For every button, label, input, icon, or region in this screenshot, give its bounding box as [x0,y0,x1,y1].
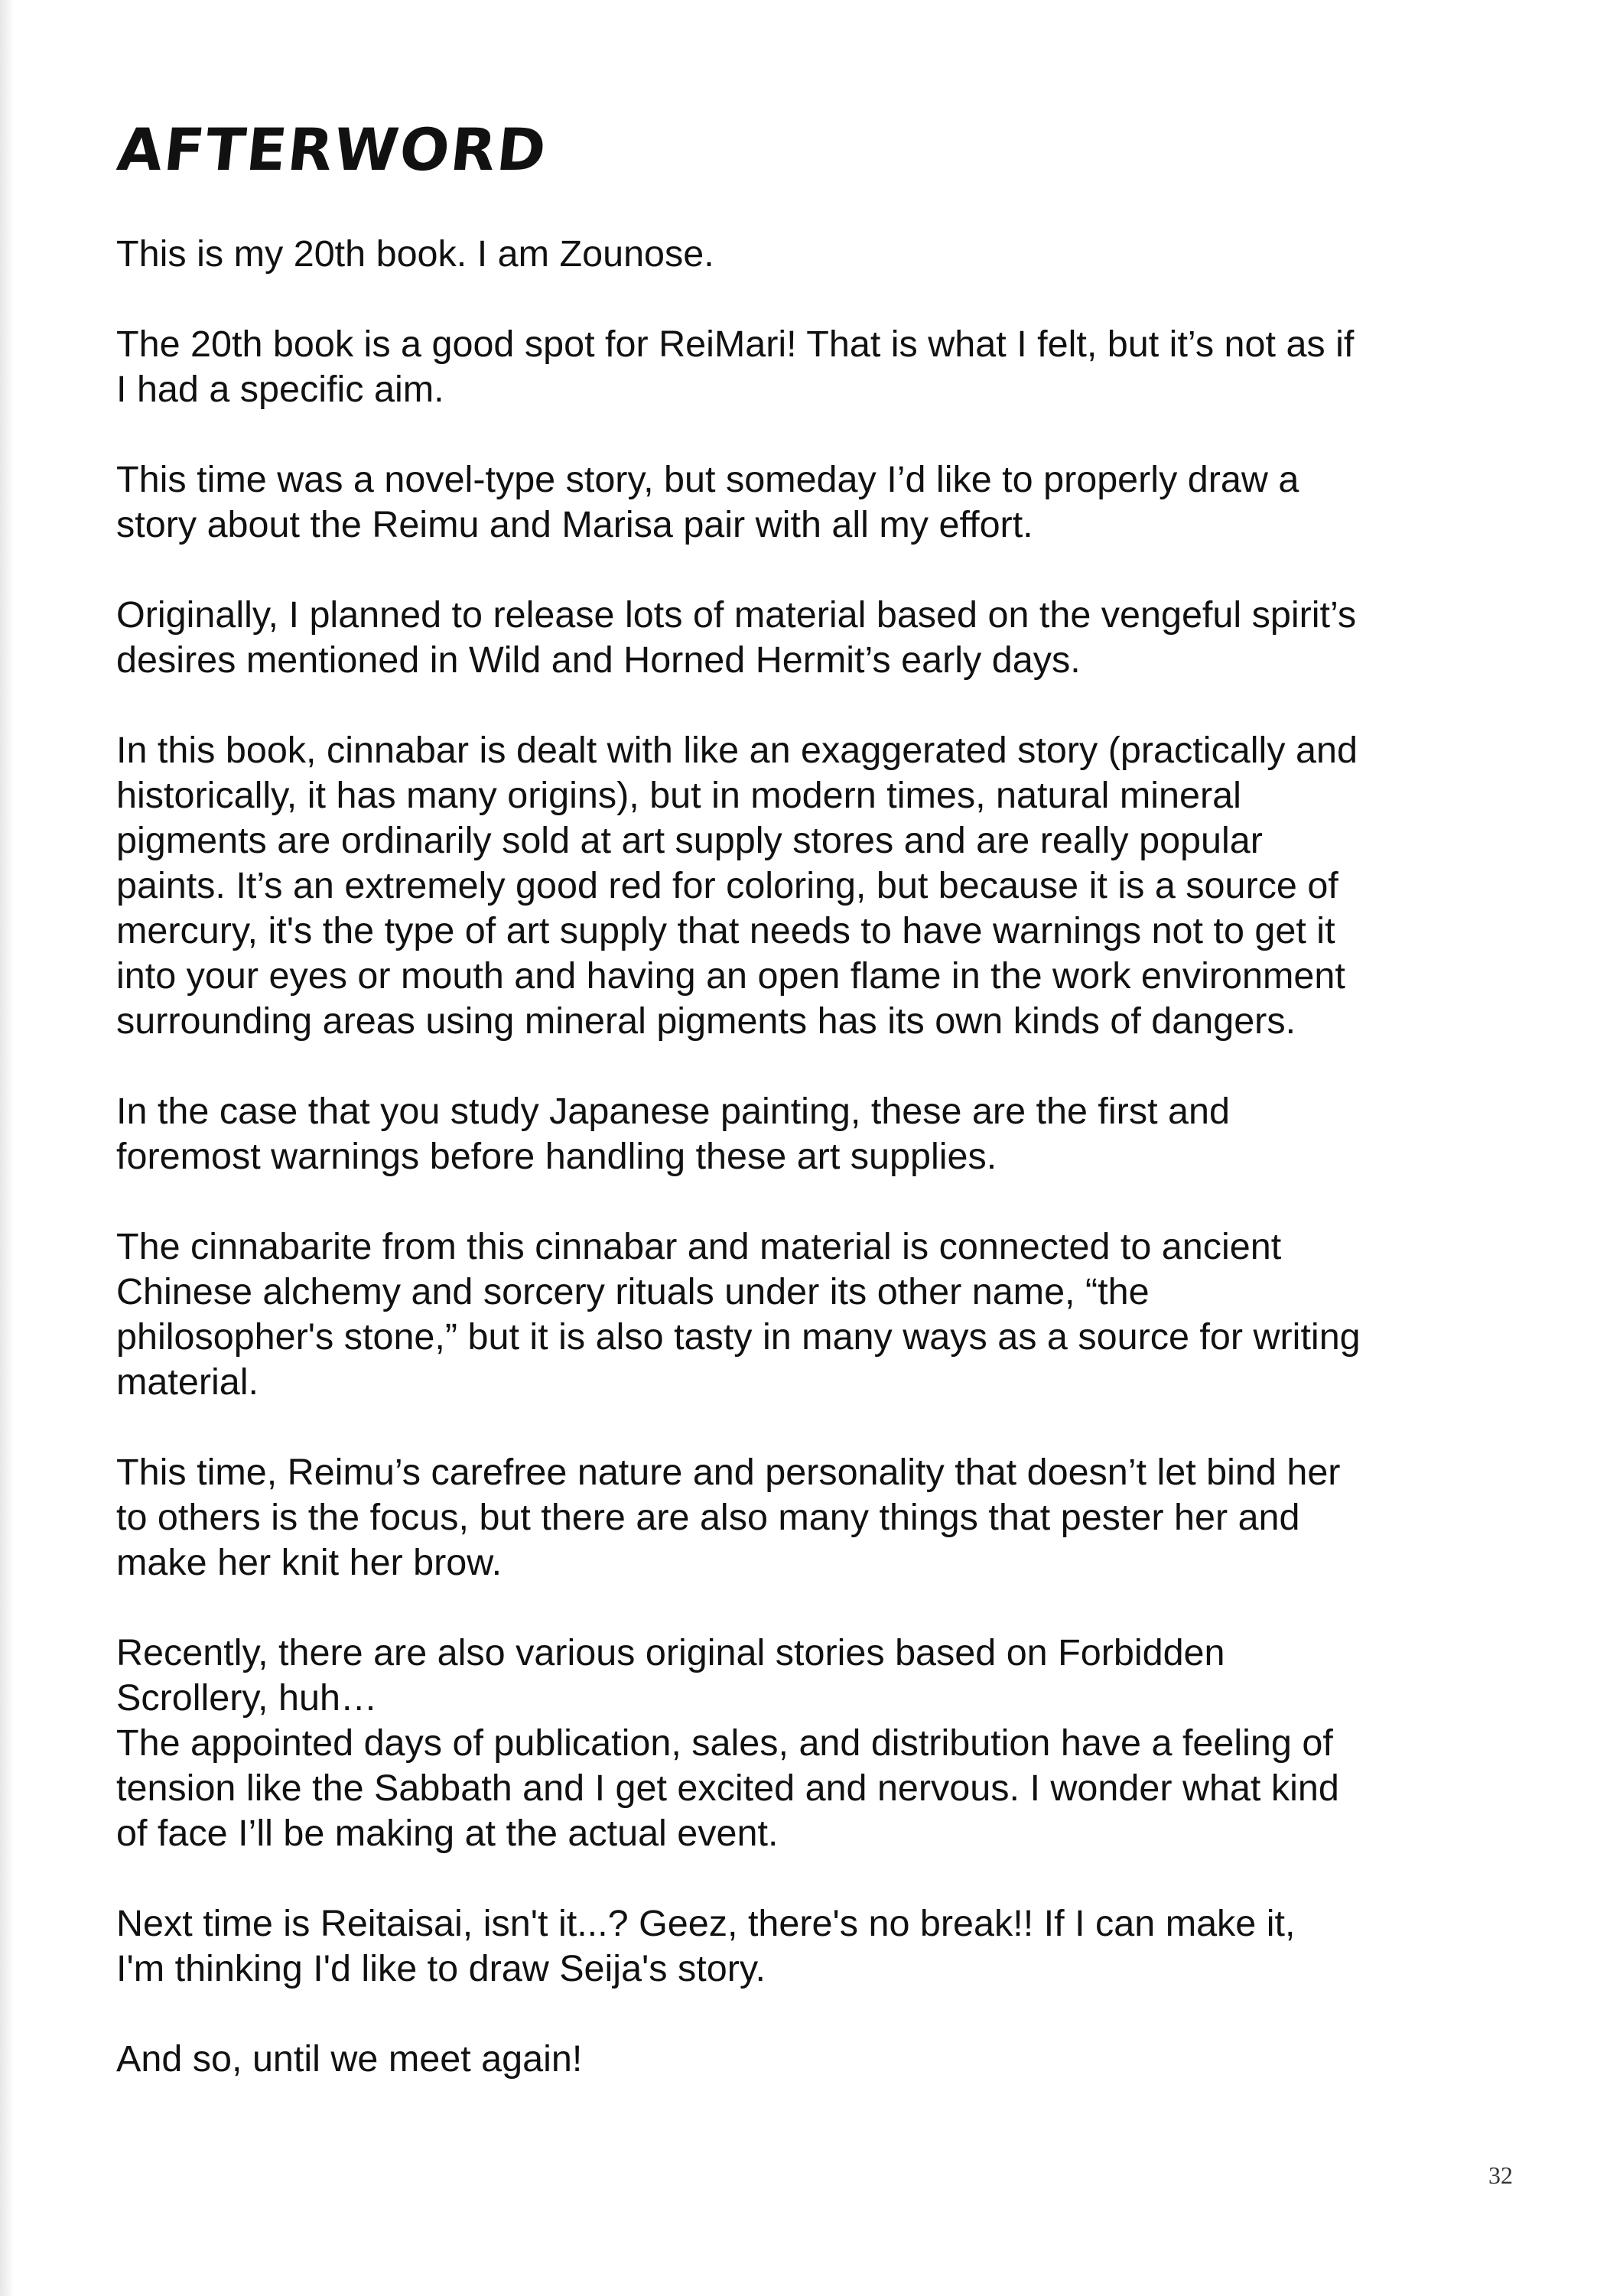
text-line: I'm thinking I'd like to draw Seija's story. [116,1948,766,1989]
text-line: material. [116,1361,259,1403]
paragraph [116,1450,1493,1585]
paragraph [116,1089,1493,1179]
text-line: In this book, cinnabar is dealt with like an exaggerated story (practically and [116,730,1358,771]
text-line: of face I’ll be making at the actual event. [116,1813,779,1854]
text-line: This time was a novel-type story, but someday I’d like to properly draw a [116,459,1299,500]
paragraph [116,322,1493,412]
text-line: This is my 20th book. I am Zounose. [116,233,714,275]
text-line: paints. It’s an extremely good red for coloring, but because it is a source of [116,865,1338,906]
paragraph [116,1224,1493,1405]
paragraph-gap [116,1044,1493,1089]
text-line: tension like the Sabbath and I get excited and nervous. I wonder what kind [116,1768,1339,1809]
paragraph [116,728,1493,1044]
text-line: This time, Reimu’s carefree nature and personality that doesn’t let bind her [116,1452,1341,1493]
text-line: desires mentioned in Wild and Horned Hermit’s early days. [116,639,1081,681]
paragraph [116,1901,1493,1992]
paragraph-gap [116,277,1493,322]
paragraph-gap [116,1179,1493,1224]
paragraph [116,457,1493,548]
text-line: mercury, it's the type of art supply that needs to have warnings not to get it [116,910,1335,951]
text-line: The appointed days of publication, sales, and distribution have a feeling of [116,1722,1333,1764]
text-line: to others is the focus, but there are also many things that pester her and [116,1497,1300,1538]
page-number: 32 [1488,2161,1513,2189]
text-line: In the case that you study Japanese painting, these are the first and [116,1091,1230,1132]
paragraph [116,2037,1493,2082]
text-line: story about the Reimu and Marisa pair with all my effort. [116,504,1033,545]
paragraph-gap [116,412,1493,457]
text-line: pigments are ordinarily sold at art supply stores and are really popular [116,820,1263,861]
text-line: Next time is Reitaisai, isn't it...? Geez, there's no break!! If I can make it, [116,1903,1296,1944]
paragraph [116,232,1493,277]
text-line: foremost warnings before handling these art supplies. [116,1136,997,1177]
text-line: Chinese alchemy and sorcery rituals under its other name, “the [116,1271,1150,1312]
text-line: philosopher's stone,” but it is also tasty in many ways as a source for writing [116,1316,1361,1358]
paragraph-gap [116,1992,1493,2037]
text-line: And so, until we meet again! [116,2038,583,2080]
text-line: I had a specific aim. [116,369,444,410]
text-line: Originally, I planned to release lots of material based on the vengeful spirit’s [116,594,1357,636]
text-line: into your eyes or mouth and having an open flame in the work environment [116,955,1345,997]
paragraph-gap [116,683,1493,728]
page-title: AFTERWORD [114,115,551,184]
text-line: Recently, there are also various original stories based on Forbidden [116,1632,1225,1673]
text-line: historically, it has many origins), but in modern times, natural mineral [116,775,1241,816]
text-line: The cinnabarite from this cinnabar and material is connected to ancient [116,1226,1282,1267]
text-line: Scrollery, huh… [116,1677,378,1719]
text-line: make her knit her brow. [116,1542,503,1583]
paragraph-gap [116,1856,1493,1901]
paragraph [116,593,1493,683]
text-line: surrounding areas using mineral pigments has its own kinds of dangers. [116,1000,1296,1042]
paragraph-gap [116,1585,1493,1631]
paragraph-gap [116,1405,1493,1450]
paragraph [116,1631,1493,1856]
afterword-body [116,232,1493,2082]
paragraph-gap [116,548,1493,593]
page-edge-shadow [0,0,14,2296]
text-line: The 20th book is a good spot for ReiMari! That is what I felt, but it’s not as if [116,324,1355,365]
